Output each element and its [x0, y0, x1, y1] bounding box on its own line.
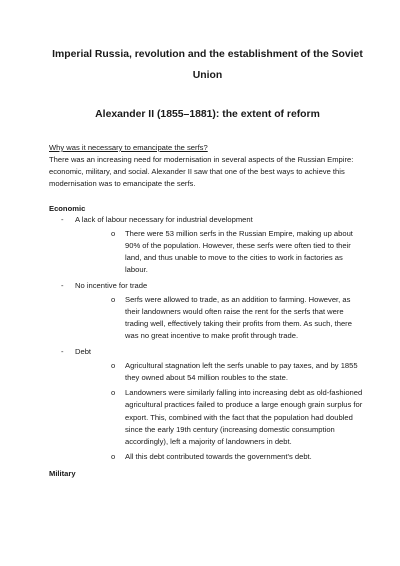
list-item: [49, 214, 366, 277]
dash-bullet: -: [61, 346, 64, 356]
circle-bullet: o: [111, 452, 116, 462]
circle-bullet: o: [111, 360, 116, 370]
sub-list-item: [75, 228, 366, 277]
circle-bullet: o: [111, 388, 116, 398]
sub-list-item-text: Serfs were allowed to trade, as an addition to farming. However, as their landowners would often raise the rent for the serfs that were trading well, effectively taking their profits from them. As such, there was no great incentive to make profit through trade.: [125, 294, 352, 341]
dash-bullet: -: [61, 280, 64, 290]
section-heading-economic: Economic: [49, 203, 86, 213]
dash-bullet: -: [61, 214, 64, 224]
list-item: [49, 280, 366, 343]
document-title: [49, 0, 366, 86]
economic-list: [49, 214, 366, 464]
title-line-1: Imperial Russia, revolution and the establishment of the Soviet: [52, 49, 363, 60]
document-subtitle: Alexander II (1855–1881): the extent of reform: [95, 109, 320, 120]
sub-list: [75, 228, 366, 277]
sub-list-item: [75, 294, 366, 343]
list-item-text: A lack of labour necessary for industrial development: [75, 214, 253, 224]
list-item-text: Debt: [75, 346, 92, 356]
intro-paragraph: There was an increasing need for modernisation in several aspects of the Russian Empire: economic, military, and social. Alexander II saw that one of the best ways to achieve this modernisation was to emancipate the serfs.: [49, 155, 354, 189]
sub-list-item: [75, 360, 366, 384]
sub-list: [75, 360, 366, 464]
sub-list-item: [75, 451, 366, 463]
title-line-2: Union: [192, 70, 223, 81]
circle-bullet: o: [111, 294, 116, 304]
sub-list: [75, 294, 366, 343]
sub-list-item-text: Landowners were similarly falling into increasing debt as old-fashioned agricultural practices failed to produce a large enough grain surplus for export. This, combined with the fact that the population had doubled since the early 19th century (increasing domestic consumption accordingly), left a majority of landowners in debt.: [125, 388, 363, 447]
sub-list-item-text: Agricultural stagnation left the serfs unable to pay taxes, and by 1855 they owned about 54 million roubles to the state.: [125, 360, 358, 383]
sub-list-item: [75, 387, 366, 448]
list-item: [49, 346, 366, 464]
list-item-text: No incentive for trade: [75, 280, 148, 290]
circle-bullet: o: [111, 228, 116, 238]
sub-list-item-text: All this debt contributed towards the government's debt.: [125, 452, 312, 462]
question-heading: Why was it necessary to emancipate the serfs?: [49, 143, 208, 152]
sub-list-item-text: There were 53 million serfs in the Russian Empire, making up about 90% of the population. However, these serfs were often tied to their land, and thus unable to move to the cities to work in factories as labour.: [125, 228, 353, 275]
section-heading-military: Military: [49, 469, 76, 479]
